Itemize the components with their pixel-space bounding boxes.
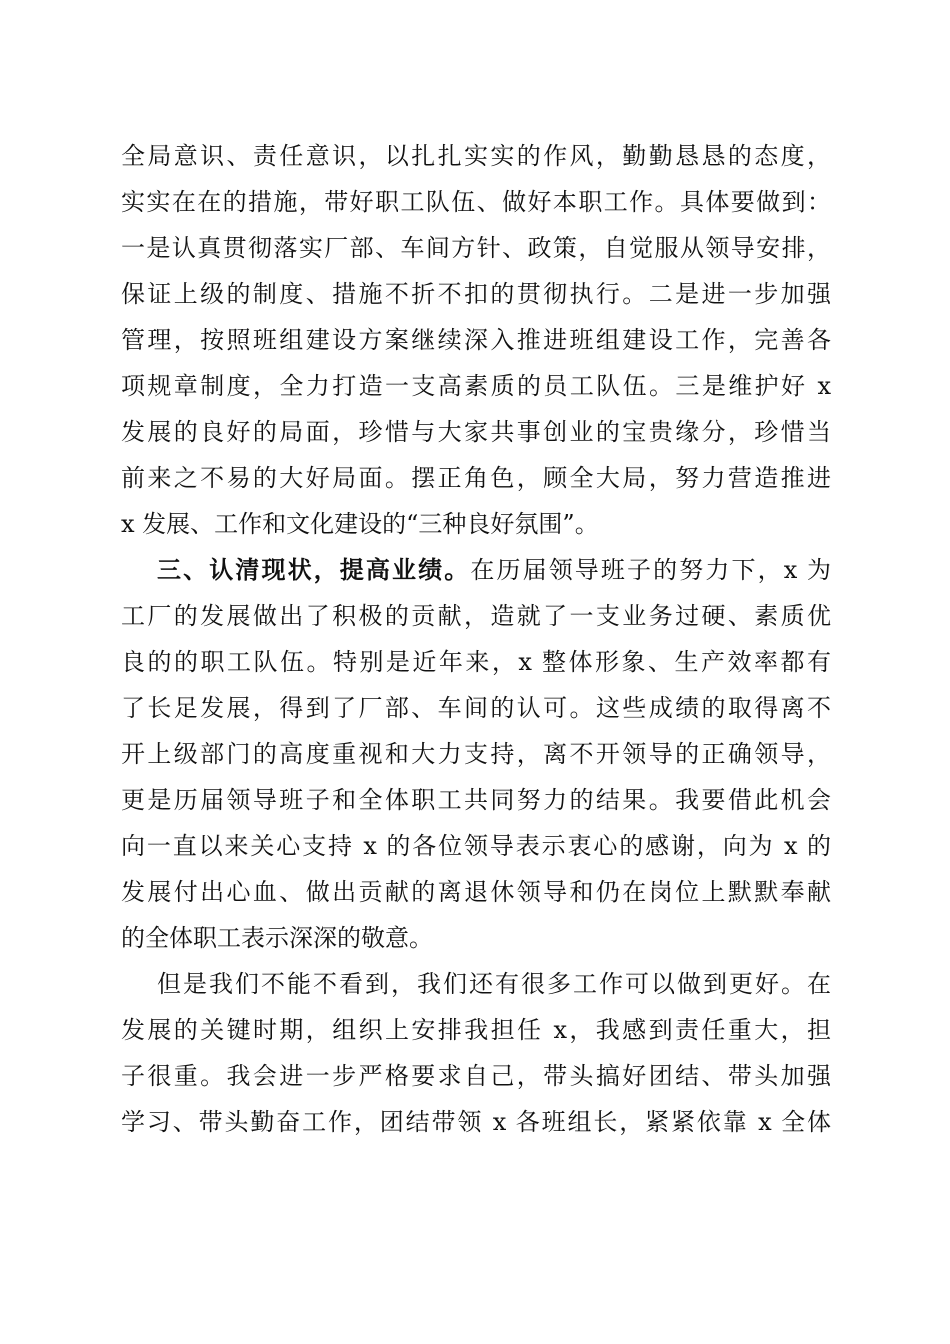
paragraph-line: 但是我们不能不看到，我们还有很多工作可以做到更好。在 <box>157 970 831 998</box>
paragraph-line: 更是历届领导班子和全体职工共同努力的结果。我要借此机会 <box>121 786 831 814</box>
section-heading: 三、认清现状，提高业绩。 <box>157 555 471 584</box>
paragraph-line: x 发展、工作和文化建设的“三种良好氛围”。 <box>121 510 599 538</box>
section-text: 在历届领导班子的努力下，x 为 <box>470 556 831 584</box>
paragraph-line: 了长足发展，得到了厂部、车间的认可。这些成绩的取得离不 <box>121 694 831 722</box>
paragraph-line: 向一直以来关心支持 x 的各位领导表示衷心的感谢，向为 x 的 <box>121 832 831 860</box>
paragraph-line: 开上级部门的高度重视和大力支持，离不开领导的正确领导， <box>121 740 831 768</box>
paragraph-line: 管理，按照班组建设方案继续深入推进班组建设工作，完善各 <box>121 326 831 354</box>
paragraph-line: 前来之不易的大好局面。摆正角色，顾全大局，努力营造推进 <box>121 464 831 492</box>
section-3-first-line <box>157 550 831 590</box>
paragraph-line: 实实在在的措施，带好职工队伍、做好本职工作。具体要做到： <box>121 188 831 216</box>
paragraph-line: 发展付出心血、做出贡献的离退休领导和仍在岗位上默默奉献 <box>121 878 831 906</box>
paragraph-line: 发展的关键时期，组织上安排我担任 x，我感到责任重大，担 <box>121 1016 831 1044</box>
paragraph-line: 保证上级的制度、措施不折不扣的贯彻执行。二是进一步加强 <box>121 280 831 308</box>
paragraph-line: 学习、带头勤奋工作，团结带领 x 各班组长，紧紧依靠 x 全体 <box>121 1108 831 1136</box>
paragraph-line: 良的的职工队伍。特别是近年来，x 整体形象、生产效率都有 <box>121 648 831 676</box>
paragraph-line: 发展的良好的局面，珍惜与大家共事创业的宝贵缘分，珍惜当 <box>121 418 831 446</box>
paragraph-line: 全局意识、责任意识，以扎扎实实的作风，勤勤恳恳的态度， <box>121 142 831 170</box>
paragraph-line: 工厂的发展做出了积极的贡献，造就了一支业务过硬、素质优 <box>121 602 831 630</box>
paragraph-line: 项规章制度，全力打造一支高素质的员工队伍。三是维护好 x <box>121 372 831 400</box>
paragraph-line: 子很重。我会进一步严格要求自己，带头搞好团结、带头加强 <box>121 1062 831 1090</box>
paragraph-line: 一是认真贯彻落实厂部、车间方针、政策，自觉服从领导安排， <box>121 234 831 262</box>
paragraph-line: 的全体职工表示深深的敬意。 <box>121 924 433 952</box>
